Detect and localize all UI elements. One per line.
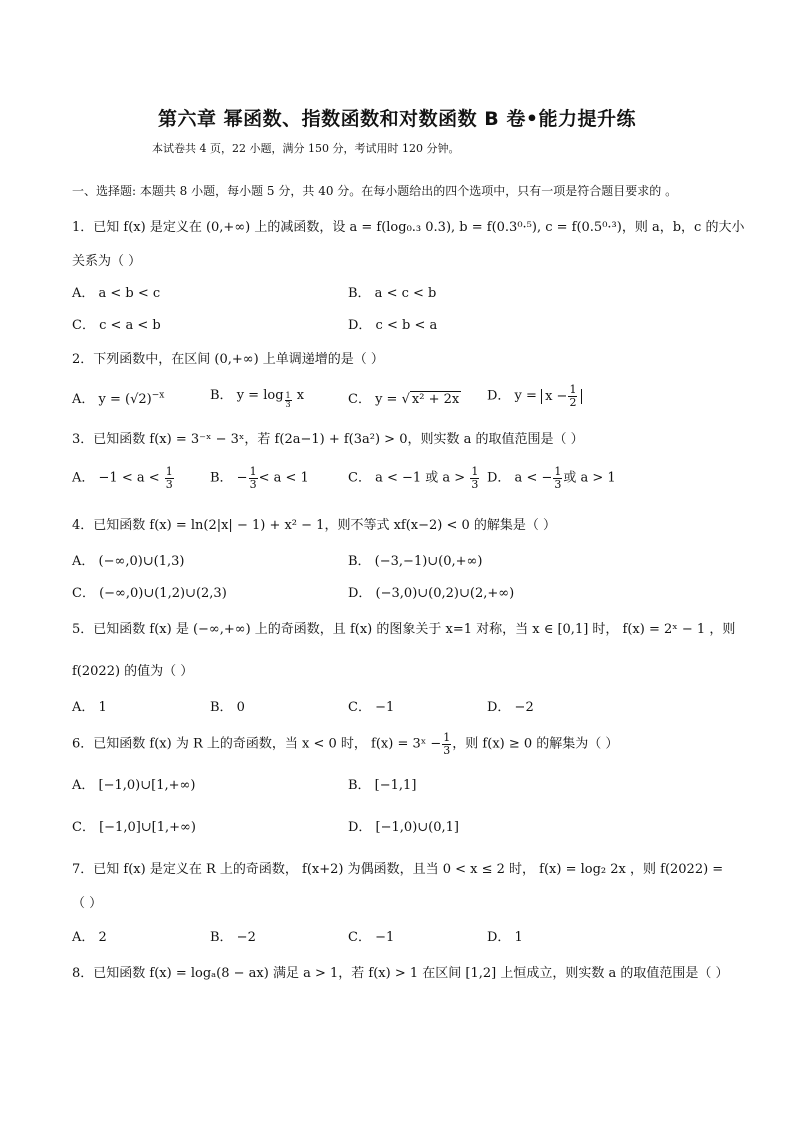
q3-option-d-text2: 或 a > 1: [563, 470, 616, 486]
q7-option-d: D． 1: [487, 930, 523, 945]
q2-option-c-label: C． y =: [348, 392, 398, 407]
q2-stem: 2．下列函数中，在区间 (0,+∞) 上单调递增的是（ ）: [72, 352, 384, 367]
q3-option-b-text: B． −: [210, 470, 248, 486]
q2-option-b-arg: x: [296, 388, 305, 403]
q6-stem-text2: ，则 f(x) ≥ 0 的解集为（ ）: [452, 736, 619, 752]
q7-option-c: C． −1: [348, 930, 395, 945]
q3-option-d: [487, 466, 616, 490]
q3-option-b-den: 3: [249, 477, 257, 491]
q7-stem-line2: （ ）: [72, 896, 103, 911]
exam-info: 本试卷共 4 页，22 小题，满分 150 分，考试用时 120 分钟。: [152, 142, 460, 155]
q4-option-c: C． (−∞,0)∪(1,2)∪(2,3): [72, 586, 227, 601]
q3-option-b-text2: < a < 1: [258, 470, 309, 486]
section-heading: 一、选择题: 本题共 8 小题，每小题 5 分，共 40 分。在每小题给出的四个选项中，只有一项是符合题目要求的 。: [72, 184, 678, 198]
q5-option-b: B． 0: [210, 700, 245, 715]
q6-stem-num: 1: [443, 731, 451, 744]
q6-stem-fraction: [442, 732, 451, 756]
q3-option-a-fraction: [165, 466, 174, 490]
q1-option-a: A． a < b < c: [72, 286, 161, 301]
q5-stem-line1: 5．已知函数 f(x) 是 (−∞,+∞) 上的奇函数，且 f(x) 的图象关于 x=1 对称，当 x ∈ [0,1] 时， f(x) = 2ˣ − 1 ，则: [72, 622, 736, 637]
q4-option-b: B． (−3,−1)∪(0,+∞): [348, 554, 483, 569]
q5-option-a: A． 1: [72, 700, 107, 715]
q2-option-d: [487, 384, 582, 408]
q2-option-b-expr: y = log: [236, 388, 284, 403]
q7-stem-line1: 7．已知 f(x) 是定义在 R 上的奇函数， f(x+2) 为偶函数，且当 0 < x ≤ 2 时， f(x) = log₂ 2x ，则 f(2022) =: [72, 862, 724, 877]
q2-option-b-base-den: 3: [285, 400, 291, 409]
q2-option-c-radicand: x² + 2x: [411, 392, 460, 407]
q2-option-c: [348, 388, 461, 407]
sqrt-sign-icon: √: [401, 392, 410, 407]
q3-stem: 3．已知函数 f(x) = 3⁻ˣ − 3ˣ，若 f(2a−1) + f(3a²) > 0，则实数 a 的取值范围是（ ）: [72, 432, 584, 447]
q3-option-b: [210, 466, 309, 490]
q1-option-c: C． c < a < b: [72, 318, 161, 333]
q7-option-b: B． −2: [210, 930, 256, 945]
q3-option-c-den: 3: [471, 477, 479, 491]
q3-option-c-num: 1: [471, 465, 479, 478]
q5-stem-line2: f(2022) 的值为（ ）: [72, 664, 194, 679]
q6-option-b: B． [−1,1]: [348, 778, 417, 793]
q6-stem-text: 6．已知函数 f(x) 为 R 上的奇函数，当 x < 0 时， f(x) = 3ˣ −: [72, 736, 442, 752]
q2-option-d-abs-text: x −: [545, 388, 568, 404]
q2-option-d-label: D． y =: [487, 388, 537, 404]
q6-stem: [72, 732, 618, 756]
q7-option-a: A． 2: [72, 930, 107, 945]
q3-option-a-text: A． −1 < a <: [72, 470, 160, 486]
q2-option-b-base: [285, 392, 292, 410]
q3-option-b-fraction: [249, 466, 258, 490]
q3-option-d-fraction: [553, 466, 562, 490]
q2-option-d-den: 2: [569, 395, 577, 409]
q6-option-a: A． [−1,0)∪[1,+∞): [72, 778, 196, 793]
q1-option-d: D． c < b < a: [348, 318, 438, 333]
q4-option-a: A． (−∞,0)∪(1,3): [72, 554, 185, 569]
q1-stem-line2: 关系为（ ）: [72, 254, 142, 269]
q2-option-b-base-num: 1: [285, 390, 291, 400]
q3-option-d-den: 3: [554, 477, 562, 491]
q6-stem-den: 3: [443, 743, 451, 757]
q2-option-d-abs: [541, 383, 582, 409]
q3-option-a: [72, 466, 175, 490]
q6-option-c: C． [−1,0]∪[1,+∞): [72, 820, 196, 835]
q3-option-c-fraction: [470, 466, 479, 490]
q1-option-b: B． a < c < b: [348, 286, 437, 301]
q6-option-d: D． [−1,0)∪(0,1]: [348, 820, 459, 835]
q3-option-c-text: C． a < −1 或 a >: [348, 470, 466, 486]
q4-stem: 4．已知函数 f(x) = ln(2|x| − 1) + x² − 1，则不等式 xf(x−2) < 0 的解集是（ ）: [72, 518, 557, 533]
q5-option-c: C． −1: [348, 700, 395, 715]
q2-option-a-exponent: −x: [151, 390, 165, 401]
q3-option-a-num: 1: [165, 465, 173, 478]
q1-stem-line1: 1．已知 f(x) 是定义在 (0,+∞) 上的减函数，设 a = f(log₀.₃ 0.3), b = f(0.3⁰·⁵), c = f(0.5⁰·³)，则 a，b，c 的大小: [72, 220, 745, 235]
q2-option-d-fraction: [568, 384, 577, 408]
page-title: 第六章 幂函数、指数函数和对数函数 B 卷•能力提升练: [158, 108, 636, 130]
q2-option-b-label: B．: [210, 388, 233, 403]
q2-option-a-text: A． y = (√2): [72, 392, 152, 407]
q3-option-c: [348, 466, 480, 490]
q2-option-d-num: 1: [569, 383, 577, 396]
q2-option-a: [72, 388, 164, 407]
q5-option-d: D． −2: [487, 700, 534, 715]
q4-option-d: D． (−3,0)∪(0,2)∪(2,+∞): [348, 586, 515, 601]
q2-option-b: [210, 384, 304, 409]
q3-option-b-num: 1: [249, 465, 257, 478]
q8-stem: 8．已知函数 f(x) = logₐ(8 − ax) 满足 a > 1，若 f(x) > 1 在区间 [1,2] 上恒成立，则实数 a 的取值范围是（ ）: [72, 966, 729, 981]
q3-option-d-num: 1: [554, 465, 562, 478]
q3-option-d-text: D． a < −: [487, 470, 553, 486]
q3-option-a-den: 3: [165, 477, 173, 491]
